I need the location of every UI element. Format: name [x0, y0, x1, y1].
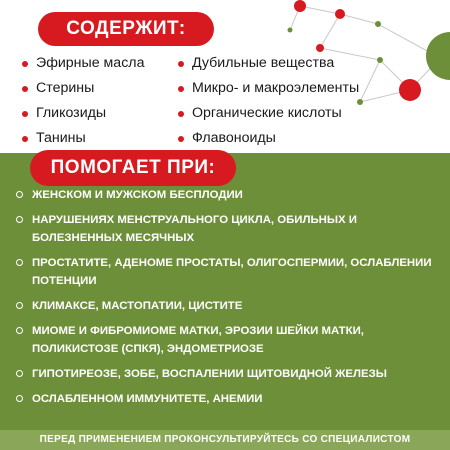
helps-title: ПОМОГАЕТ ПРИ:	[30, 150, 236, 186]
condition-item: ОСЛАБЛЕННОМ ИММУНИТЕТЕ, АНЕМИИ	[16, 390, 446, 408]
condition-item: ЖЕНСКОМ И МУЖСКОМ БЕСПЛОДИИ	[16, 186, 446, 204]
ingredients-list-left	[22, 51, 144, 151]
ingredients-list-right	[178, 51, 359, 151]
ingredient-item: Органические кислоты	[178, 101, 359, 126]
ingredient-item: Микро- и макроэлементы	[178, 76, 359, 101]
ingredient-item: Стерины	[22, 76, 144, 101]
condition-item: КЛИМАКСЕ, МАСТОПАТИИ, ЦИСТИТЕ	[16, 297, 446, 315]
ingredient-item: Танины	[22, 126, 144, 151]
ingredient-item: Флавоноиды	[178, 126, 359, 151]
condition-item: НАРУШЕНИЯХ МЕНСТРУАЛЬНОГО ЦИКЛА, ОБИЛЬНЫХ И БОЛЕЗНЕННЫХ МЕСЯЧНЫХ	[16, 211, 446, 247]
condition-item: МИОМЕ И ФИБРОМИОМЕ МАТКИ, ЭРОЗИИ ШЕЙКИ МАТКИ, ПОЛИКИСТОЗЕ (СПКЯ), ЭНДОМЕТРИОЗЕ	[16, 322, 446, 358]
condition-item: ПРОСТАТИТЕ, АДЕНОМЕ ПРОСТАТЫ, ОЛИГОСПЕРМИИ, ОСЛАБЛЕНИИ ПОТЕНЦИИ	[16, 254, 446, 290]
condition-item: ГИПОТИРЕОЗЕ, ЗОБЕ, ВОСПАЛЕНИИ ЩИТОВИДНОЙ ЖЕЛЕЗЫ	[16, 365, 446, 383]
disclaimer-footer: ПЕРЕД ПРИМЕНЕНИЕМ ПРОКОНСУЛЬТИРУЙТЕСЬ СО СПЕЦИАЛИСТОМ	[0, 430, 450, 450]
ingredient-item: Гликозиды	[22, 101, 144, 126]
conditions-list	[16, 186, 446, 415]
ingredients-panel	[0, 0, 450, 153]
contains-title: СОДЕРЖИТ:	[38, 12, 214, 46]
ingredient-item: Эфирные масла	[22, 51, 144, 76]
ingredient-item: Дубильные вещества	[178, 51, 359, 76]
